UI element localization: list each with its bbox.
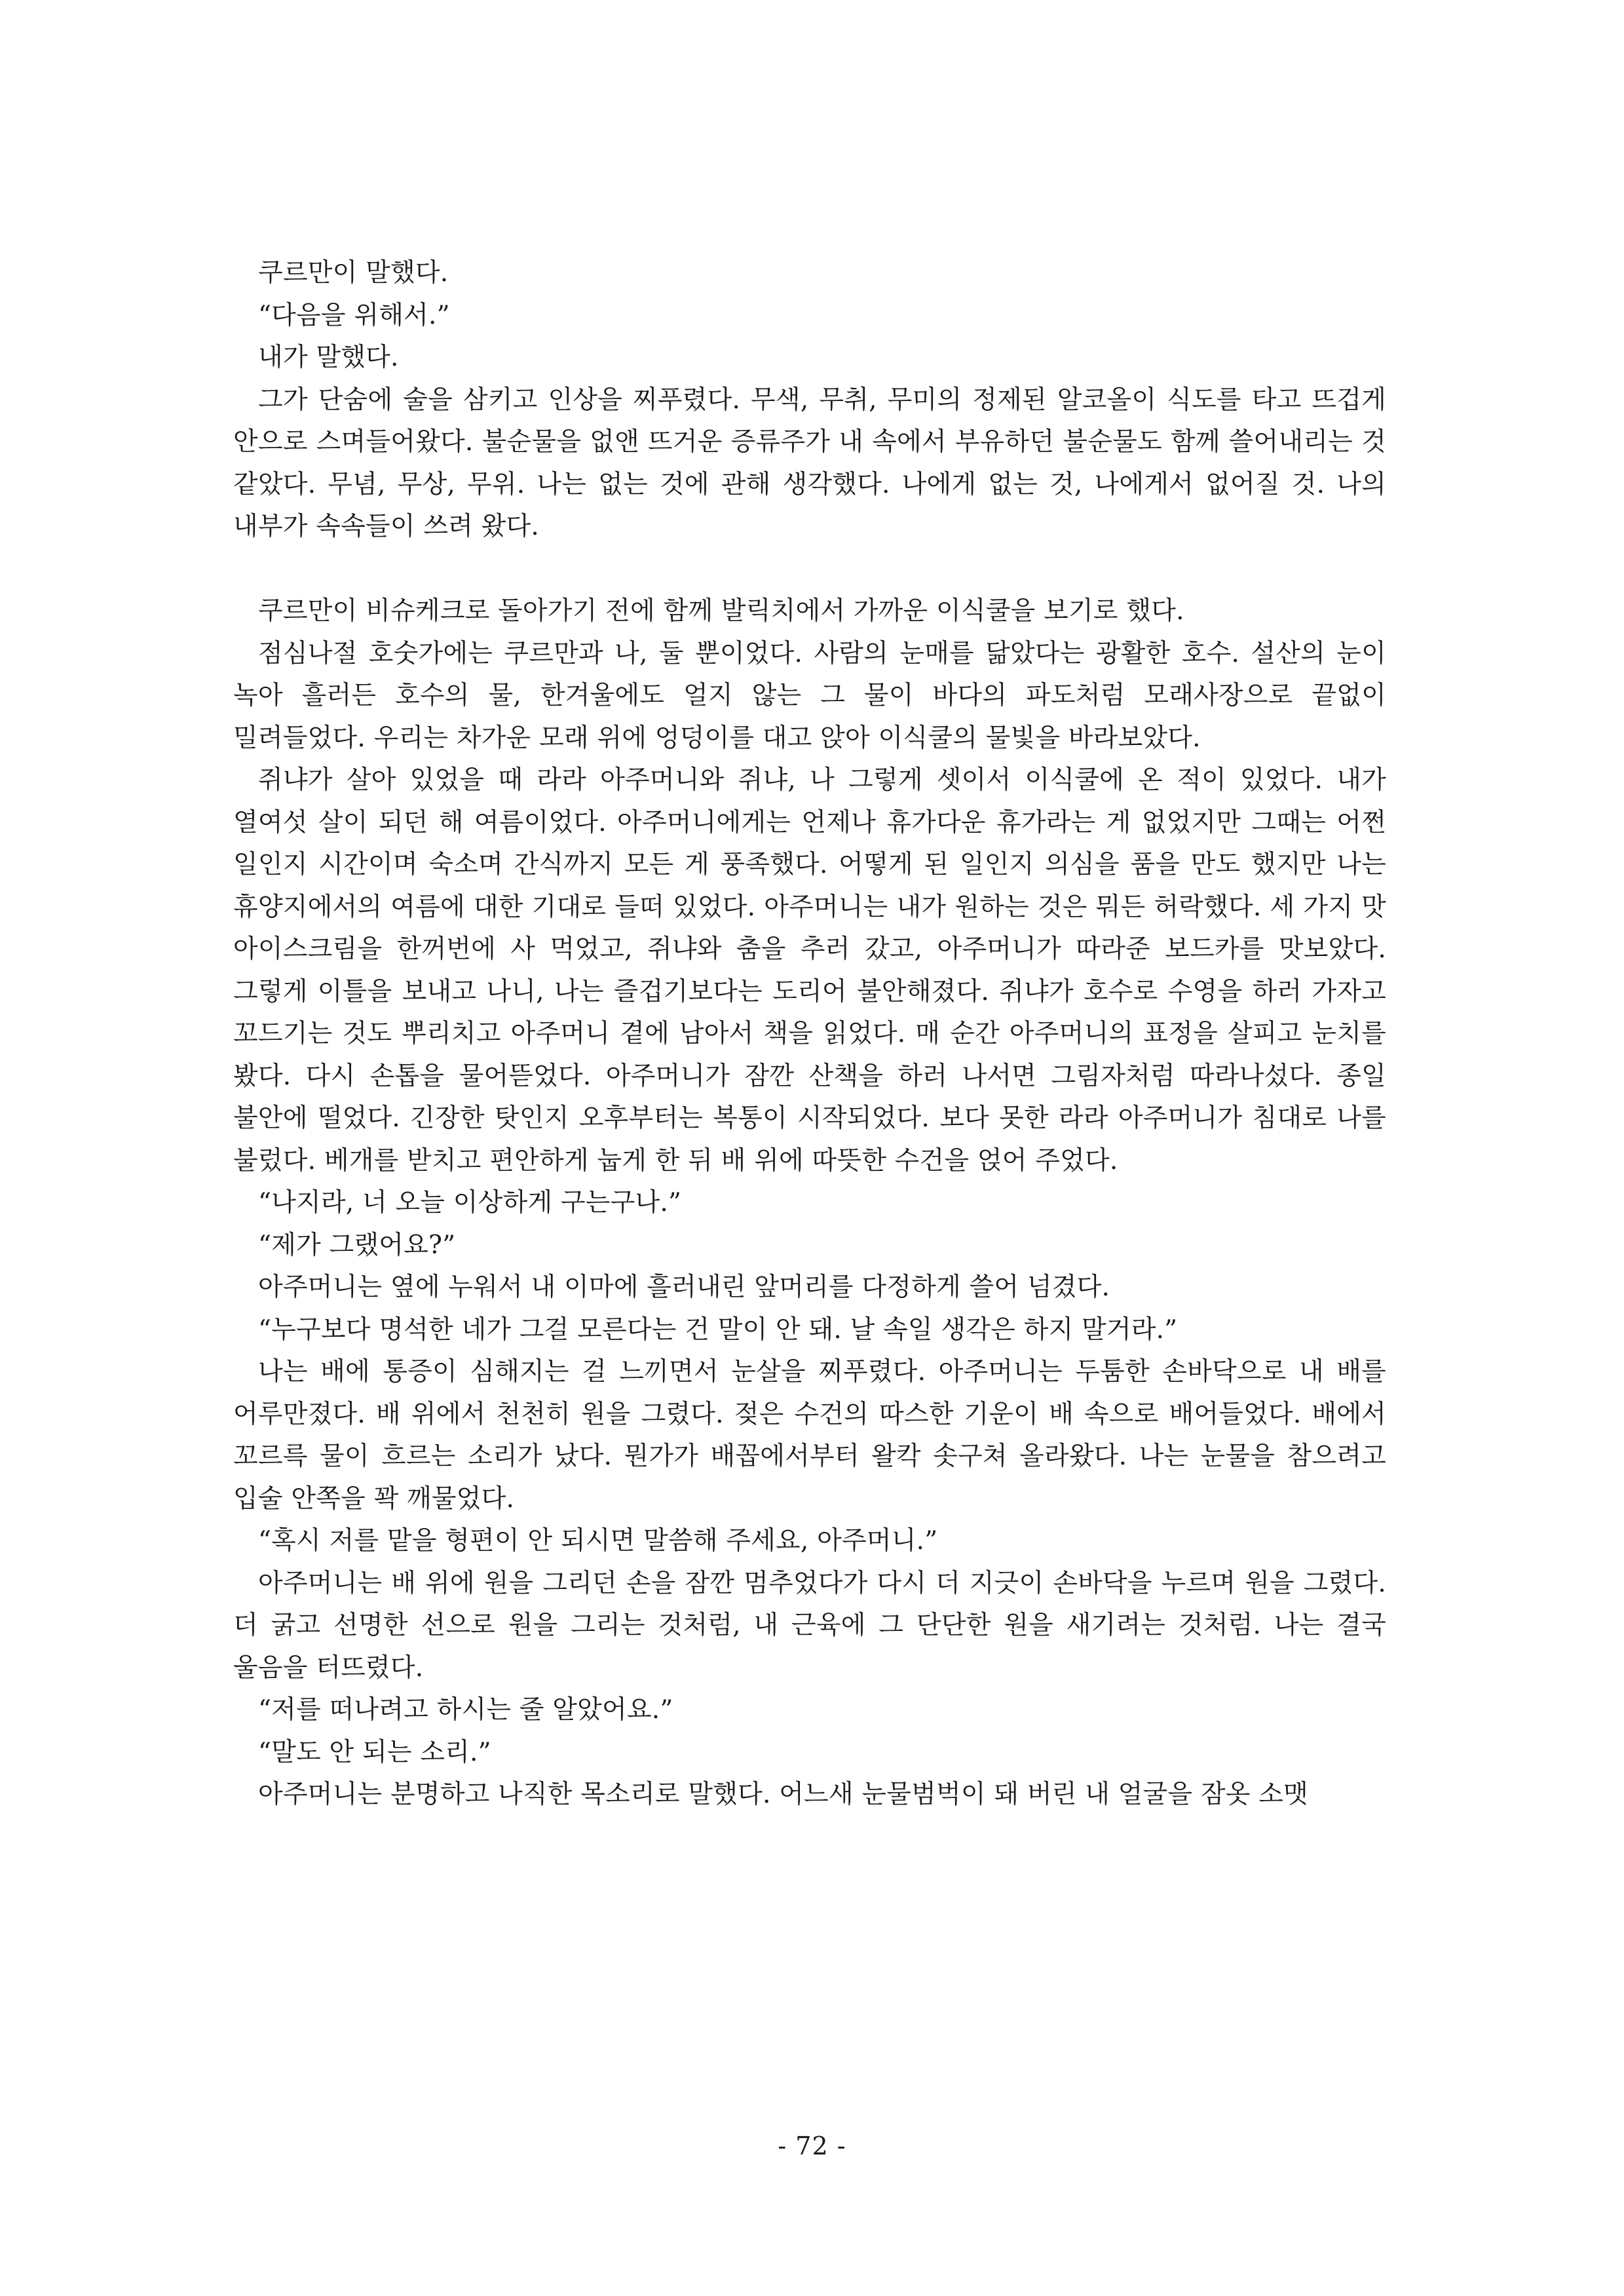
paragraph: “저를 떠나려고 하시는 줄 알았어요.” <box>258 1695 673 1725</box>
paragraph: “다음을 위해서.” <box>258 300 450 330</box>
body-text <box>233 252 1386 1816</box>
paragraph: 아주머니는 옆에 누워서 내 이마에 흘러내린 앞머리를 다정하게 쓸어 넘겼다. <box>258 1272 1110 1302</box>
page-number: - 72 - <box>778 2132 846 2160</box>
paragraph: 내가 말했다. <box>258 343 399 372</box>
paragraph: 그가 단숨에 술을 삼키고 인상을 찌푸렸다. 무색, 무취, 무미의 정제된 알코올이 식도를 타고 뜨겁게 안으로 스며들어왔다. 불순물을 없앤 뜨거운 증류주가 내 속에서 부유하던 불순물도 함께 쓸어내리는 것 같았다. 무념, 무상, 무위. 나는 없는 것에 관해 생각했다. 나에게 없는 것, 나에게서 없어질 것. 나의 내부가 속속들이 쓰려 왔다. <box>233 385 1386 541</box>
paragraph: 나는 배에 통증이 심해지는 걸 느끼면서 눈살을 찌푸렸다. 아주머니는 두툼한 손바닥으로 내 배를 어루만졌다. 배 위에서 천천히 원을 그렸다. 젖은 수건의 따스한 기운이 배 속으로 배어들었다. 배에서 꼬르륵 물이 흐르는 소리가 났다. 뭔가가 배꼽에서부터 왈칵 솟구쳐 올라왔다. 나는 눈물을 참으려고 입술 안쪽을 꽉 깨물었다. <box>233 1357 1386 1514</box>
paragraph: 아주머니는 배 위에 원을 그리던 손을 잠깐 멈추었다가 다시 더 지긋이 손바닥을 누르며 원을 그렸다. 더 굵고 선명한 선으로 원을 그리는 것처럼, 내 근육에 그 단단한 원을 새기려는 것처럼. 나는 결국 울음을 터뜨렸다. <box>233 1568 1386 1683</box>
paragraph: “혹시 저를 맡을 형편이 안 되시면 말씀해 주세요, 아주머니.” <box>258 1526 938 1556</box>
paragraph: “제가 그랬어요?” <box>258 1230 456 1260</box>
paragraph: “말도 안 되는 소리.” <box>258 1737 491 1767</box>
paragraph: 아주머니는 분명하고 나직한 목소리로 말했다. 어느새 눈물범벅이 돼 버린 내 얼굴을 잠옷 소맷 <box>258 1780 1308 1809</box>
paragraph: 쥐냐가 살아 있었을 때 라라 아주머니와 쥐냐, 나 그렇게 셋이서 이식쿨에 온 적이 있었다. 내가 열여섯 살이 되던 해 여름이었다. 아주머니에게는 언제나 휴가다운 휴가라는 게 없었지만 그때는 어쩐 일인지 시간이며 숙소며 간식까지 모든 게 풍족했다. 어떻게 된 일인지 의심을 품을 만도 했지만 나는 휴양지에서의 여름에 대한 기대로 들떠 있었다. 아주머니는 내가 원하는 것은 뭐든 허락했다. 세 가지 맛 아이스크림을 한꺼번에 사 먹었고, 쥐냐와 춤을 추러 갔고, 아주머니가 따라준 보드카를 맛보았다. 그렇게 이틀을 보내고 나니, 나는 즐겁기보다는 도리어 불안해졌다. 쥐냐가 호수로 수영을 하러 가자고 꼬드기는 것도 뿌리치고 아주머니 곁에 남아서 책을 읽었다. 매 순간 아주머니의 표정을 살피고 눈치를 봤다. 다시 손톱을 물어뜯었다. 아주머니가 잠깐 산책을 하러 나서면 그림자처럼 따라나섰다. 종일 불안에 떨었다. 긴장한 탓인지 오후부터는 복통이 시작되었다. 보다 못한 라라 아주머니가 침대로 나를 불렀다. 베개를 받치고 편안하게 눕게 한 뒤 배 위에 따뜻한 수건을 얹어 주었다. <box>233 765 1386 1176</box>
paragraph: “누구보다 명석한 네가 그걸 모른다는 건 말이 안 돼. 날 속일 생각은 하지 말거라.” <box>258 1314 1178 1345</box>
paragraph: 쿠르만이 말했다. <box>258 258 449 288</box>
paragraph: 점심나절 호숫가에는 쿠르만과 나, 둘 뿐이었다. 사람의 눈매를 닮았다는 광활한 호수. 설산의 눈이 녹아 흘러든 호수의 물, 한겨울에도 얼지 않는 그 물이 바다의 파도처럼 모래사장으로 끝없이 밀려들었다. 우리는 차가운 모래 위에 엉덩이를 대고 앉아 이식쿨의 물빛을 바라보았다. <box>233 638 1386 753</box>
paragraph: 쿠르만이 비슈케크로 돌아가기 전에 함께 발릭치에서 가까운 이식쿨을 보기로 했다. <box>258 596 1184 626</box>
paragraph: “나지라, 너 오늘 이상하게 구는구나.” <box>258 1188 682 1217</box>
